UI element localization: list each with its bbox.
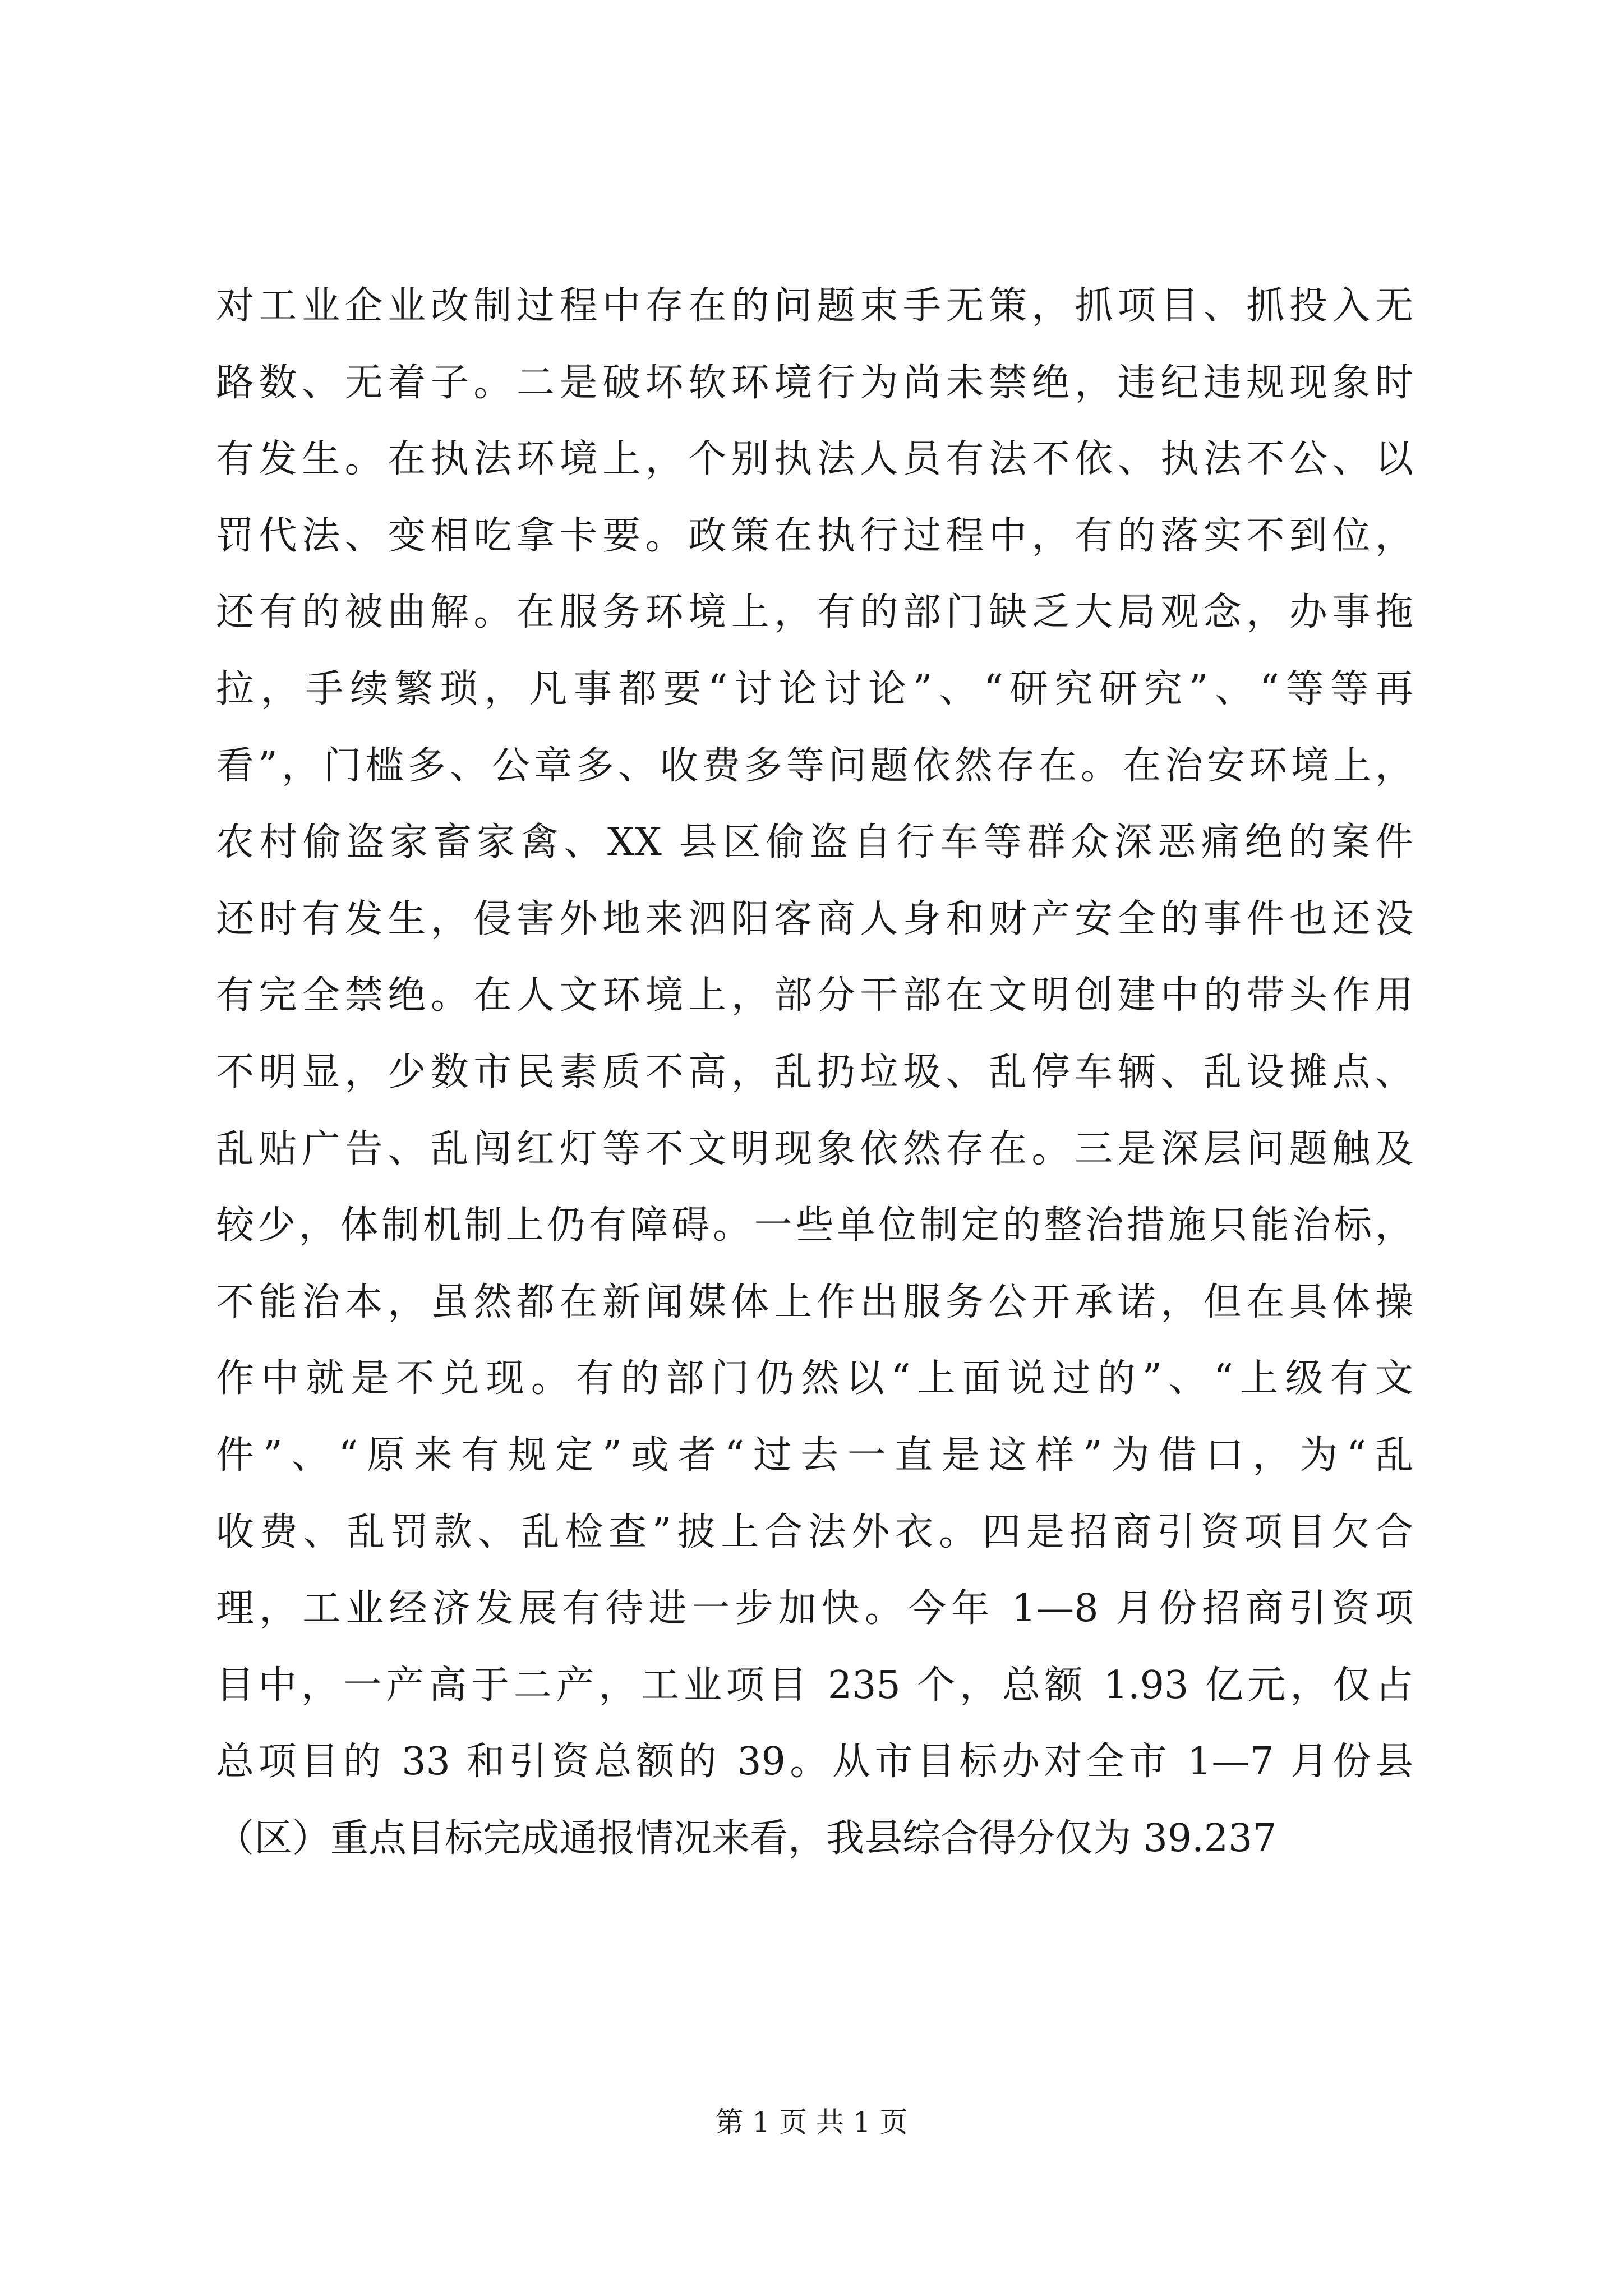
text-line: 作中就是不兑现。有的部门仍然以“上面说过的”、“上级有文 — [216, 1356, 1413, 1401]
text-line: 收费、乱罚款、乱检查”披上合法外衣。四是招商引资项目欠合 — [216, 1510, 1413, 1554]
text-line: （区）重点目标完成通报情况来看，我县综合得分仅为 39.237 — [216, 1816, 1277, 1861]
body-paragraph — [216, 268, 1413, 1877]
text-line: 较少，体制机制上仍有障碍。一些单位制定的整治措施只能治标， — [216, 1203, 1413, 1248]
text-line: 有发生。在执法环境上，个别执法人员有法不依、执法不公、以 — [216, 437, 1413, 482]
text-line: 还有的被曲解。在服务环境上，有的部门缺乏大局观念，办事拖 — [216, 590, 1413, 635]
text-line: 件”、“原来有规定”或者“过去一直是这样”为借口，为“乱 — [216, 1433, 1413, 1478]
text-line: 理，工业经济发展有待进一步加快。今年 1—8 月份招商引资项 — [216, 1586, 1413, 1631]
text-line: 有完全禁绝。在人文环境上，部分干部在文明创建中的带头作用 — [216, 973, 1413, 1018]
text-line: 不能治本，虽然都在新闻媒体上作出服务公开承诺，但在具体操 — [216, 1280, 1413, 1324]
text-line: 农村偷盗家畜家禽、XX 县区偷盗自行车等群众深恶痛绝的案件 — [216, 820, 1413, 865]
text-line: 对工业企业改制过程中存在的问题束手无策，抓项目、抓投入无 — [216, 284, 1413, 328]
page-footer: 第 1 页 共 1 页 — [715, 2106, 908, 2138]
text-line: 还时有发生，侵害外地来泗阳客商人身和财产安全的事件也还没 — [216, 896, 1413, 941]
text-line: 总项目的 33 和引资总额的 39。从市目标办对全市 1—7 月份县 — [216, 1740, 1413, 1784]
text-line: 目中，一产高于二产，工业项目 235 个，总额 1.93 亿元，仅占 — [216, 1663, 1413, 1708]
text-line: 路数、无着子。二是破坏软环境行为尚未禁绝，违纪违规现象时 — [216, 360, 1413, 405]
text-line: 拉，手续繁琐，凡事都要“讨论讨论”、“研究研究”、“等等再 — [216, 666, 1413, 711]
text-line: 乱贴广告、乱闯红灯等不文明现象依然存在。三是深层问题触及 — [216, 1126, 1413, 1171]
text-line: 看”，门槛多、公章多、收费多等问题依然存在。在治安环境上， — [216, 743, 1413, 788]
text-line: 不明显，少数市民素质不高，乱扔垃圾、乱停车辆、乱设摊点、 — [216, 1050, 1413, 1094]
text-line: 罚代法、变相吃拿卡要。政策在执行过程中，有的落实不到位， — [216, 513, 1413, 558]
